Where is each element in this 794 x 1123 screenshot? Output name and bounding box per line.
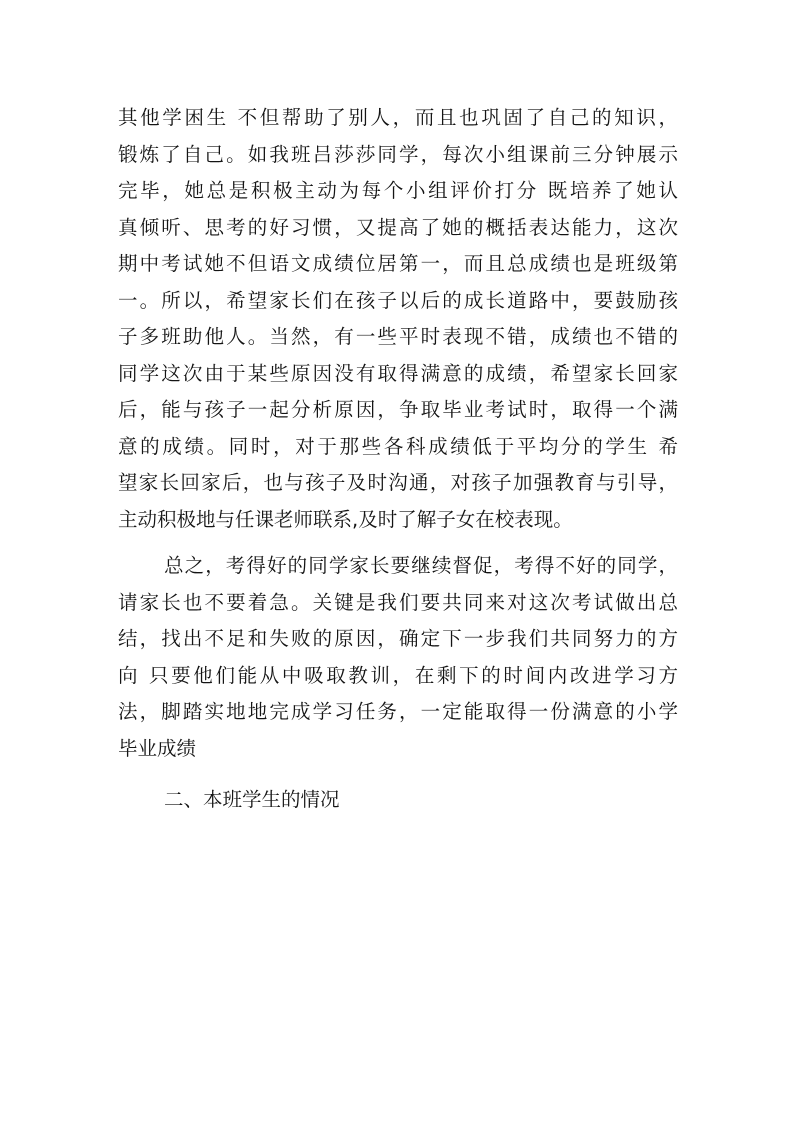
paragraph-2 xyxy=(118,548,678,767)
text-line: 总之，考得好的同学家长要继续督促，考得不好的同学， xyxy=(164,554,678,577)
text-line: 毕业成绩 xyxy=(118,736,197,760)
text-line: 期中考试她不但语文成绩位居第一，而且总成绩也是班级第 xyxy=(118,252,678,275)
text-line: 同学这次由于某些原因没有取得满意的成绩，希望家长回家 xyxy=(118,361,678,385)
text-line: 锻炼了自己。如我班吕莎莎同学，每次小组课前三分钟展示 xyxy=(118,142,678,166)
text-line: 其他学困生 不但帮助了别人，而且也巩固了自己的知识， xyxy=(118,106,678,129)
text-line: 一。所以，希望家长们在孩子以后的成长道路中，要鼓励孩 xyxy=(118,288,678,312)
paragraph-spacer xyxy=(118,538,678,548)
text-line: 法，脚踏实地地完成学习任务，一定能取得一份满意的小学 xyxy=(118,700,678,723)
text-line: 向 只要他们能从中吸取教训，在剩下的时间内改进学习方 xyxy=(118,663,678,687)
section-heading: 二、本班学生的情况 xyxy=(164,788,340,811)
text-line: 真倾听、思考的好习惯，又提高了她的概括表达能力，这次 xyxy=(118,215,678,239)
text-line: 请家长也不要着急。关键是我们要共同来对这次考试做出总 xyxy=(118,590,678,614)
paragraph-1 xyxy=(118,100,678,538)
text-line: 意的成绩。同时，对于那些各科成绩低于平均分的学生 希 xyxy=(118,434,678,458)
text-line: 主动积极地与任课老师联系,及时了解子女在校表现。 xyxy=(118,507,573,531)
text-line: 子多班助他人。当然，有一些平时表现不错，成绩也不错的 xyxy=(118,325,678,348)
text-line: 望家长回家后，也与孩子及时沟通，对孩子加强教育与引导， xyxy=(118,471,678,494)
text-line: 完毕，她总是积极主动为每个小组评价打分 既培养了她认 xyxy=(118,179,678,202)
document-body xyxy=(118,100,678,819)
heading-spacer xyxy=(118,767,678,782)
text-line: 结，找出不足和失败的原因，确定下一步我们共同努力的方 xyxy=(118,627,678,650)
text-line: 后，能与孩子一起分析原因，争取毕业考试时，取得一个满 xyxy=(118,398,678,421)
